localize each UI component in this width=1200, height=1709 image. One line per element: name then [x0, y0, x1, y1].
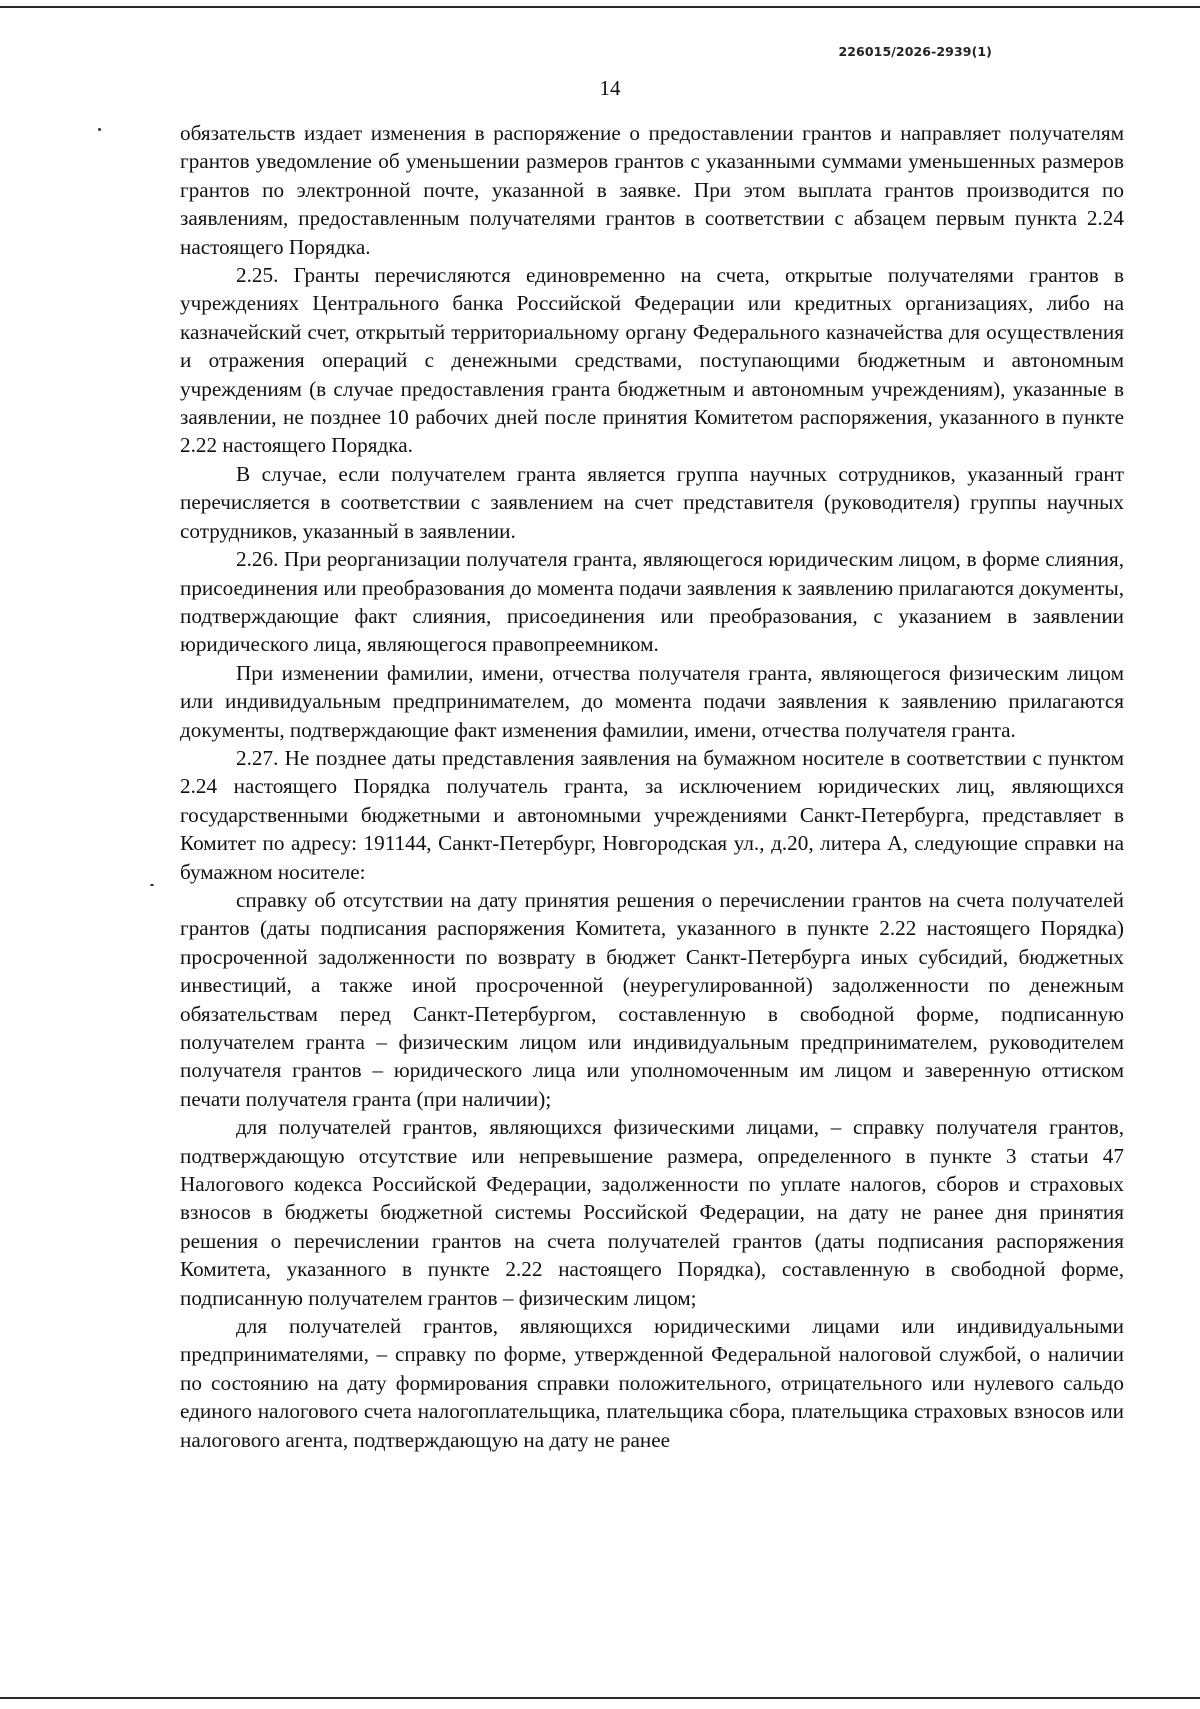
scan-bottom-border — [0, 1697, 1200, 1699]
paragraph: 2.27. Не позднее даты представления заявления на бумажном носителе в соответствии с пунктом 2.24 настоящего Порядка получатель гранта, за исключением юридических лиц, являющихся государственными бюджетными и автономными учреждениями Санкт-Петербурга, представляет в Комитет по адресу: 191144, Санкт-Петербург, Новгородская ул., д.20, литера А, следующие справки на бумажном носителе: — [180, 745, 1124, 884]
paragraph: 2.25. Гранты перечисляются единовременно на счета, открытые получателями грантов в учреждениях Центрального банка Российской Федерации или кредитных организациях, либо на казначейский счет, открытый территориальному органу Федерального казначейства для осуществления и отражения операций с денежными средствами, поступающими бюджетным и автономным учреждениям (в случае предоставления гранта бюджетным и автономным учреждениям), указанные в заявлении, не позднее 10 рабочих дней после принятия Комитетом распоряжения, указанного в пункте 2.22 настоящего Порядка. — [180, 263, 1124, 458]
page-number: 14 — [599, 76, 621, 100]
scan-speck — [150, 884, 154, 886]
document-number: 226015/2026-2939(1) — [838, 44, 992, 59]
paragraph: для получателей грантов, являющихся физическими лицами, – справку получателя грантов, подтверждающую отсутствие или непревышение размера, определенного в пункте 3 статьи 47 Налогового кодекса Российской Федерации, задолженности по уплате налогов, сборов и страховых взносов в бюджеты бюджетной системы Российской Федерации, на дату не ранее дня принятия решения о перечислении грантов на счета получателей грантов (даты подписания распоряжения Комитета, указанного в пункте 2.22 настоящего Порядка), составленную в свободной форме, подписанную получателем грантов – физическим лицом; — [180, 1115, 1124, 1310]
scan-speck — [98, 128, 101, 131]
paragraph: При изменении фамилии, имени, отчества получателя гранта, являющегося физическим лицом или индивидуальным предпринимателем, до момента подачи заявления к заявлению прилагаются документы, подтверждающие факт изменения фамилии, имени, отчества получателя гранта. — [180, 660, 1124, 742]
paragraph: для получателей грантов, являющихся юридическими лицами или индивидуальными предпринимателями, – справку по форме, утвержденной Федеральной налоговой службой, о наличии по состоянию на дату формирования справки положительного, отрицательного или нулевого сальдо единого налогового счета налогоплательщика, плательщика сбора, плательщика страховых взносов или налогового агента, подтверждающую на дату не ранее — [180, 1314, 1124, 1452]
document-body — [180, 119, 1124, 1454]
paragraph: обязательств издает изменения в распоряжение о предоставлении грантов и направляет получателям грантов уведомление об уменьшении размеров грантов с указанными суммами уменьшенных размеров грантов по электронной почте, указанной в заявке. При этом выплата грантов производится по заявлениям, предоставленным получателями грантов в соответствии с абзацем первым пункта 2.24 настоящего Порядка. — [180, 121, 1124, 259]
paragraph: В случае, если получателем гранта является группа научных сотрудников, указанный грант перечисляется в соответствии с заявлением на счет представителя (руководителя) группы научных сотрудников, указанный в заявлении. — [180, 461, 1124, 543]
paragraph: 2.26. При реорганизации получателя гранта, являющегося юридическим лицом, в форме слияния, присоединения или преобразования до момента подачи заявления к заявлению прилагаются документы, подтверждающие факт слияния, присоединения или преобразования, с указанием в заявлении юридического лица, являющегося правопреемником. — [180, 547, 1124, 657]
paragraph: справку об отсутствии на дату принятия решения о перечислении грантов на счета получателей грантов (даты подписания распоряжения Комитета, указанного в пункте 2.22 настоящего Порядка) просроченной задолженности по возврату в бюджет Санкт-Петербурга иных субсидий, бюджетных инвестиций, а также иной просроченной (неурегулированной) задолженности по денежным обязательствам перед Санкт-Петербургом, составленную в свободной форме, подписанную получателем гранта – физическим лицом или индивидуальным предпринимателем, руководителем получателя грантов – юридического лица или уполномоченным им лицом и заверенную оттиском печати получателя гранта (при наличии); — [180, 887, 1124, 1111]
scan-top-border — [0, 6, 1200, 8]
